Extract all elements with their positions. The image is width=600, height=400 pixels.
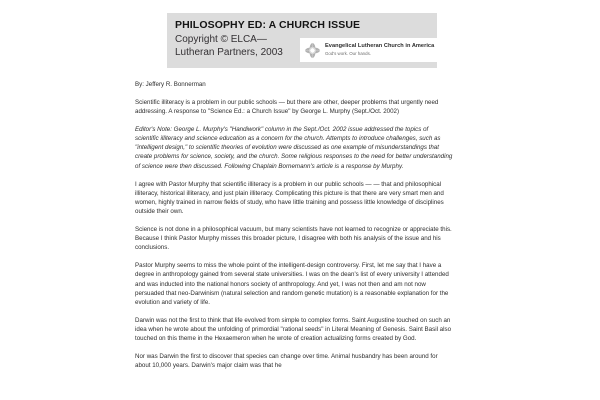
article-paragraph: Science is not done in a philosophical vacuum, but many scientists have not learned to recognize or appreciate this. Because I think Pastor Murphy misses this broader picture, I disagree with both his analysis of the issue and his conclusions. xyxy=(135,226,452,252)
article-byline: By: Jeffery R. Bonnerman xyxy=(135,81,206,88)
page-title: PHILOSOPHY ED: A CHURCH ISSUE xyxy=(175,19,361,31)
article-paragraph: I agree with Pastor Murphy that scientific illiteracy is a problem in our public schools — — that and philosophical illiteracy, historical illiteracy, and just plain illiteracy. Complicating this picture is that there are very smart men and women, highly trained in narrow fields of study, who have little training and possess little knowledge of disciplines outside their own. xyxy=(135,180,444,215)
article-paragraph: Pastor Murphy seems to miss the whole point of the intelligent-design controversy. First, let me say that I have a degree in anthropology gained from several state universities. I was on the dean's list of every university I attended and was inducted into the national honors society of anthropology. And yet, I was not then and am not now persuaded that neo-Darwinism (natural selection and random genetic mutation) is a reasonable explanation for the evolution and variety of life. xyxy=(135,262,449,306)
article-paragraph: Darwin was not the first to think that life evolved from simple to complex forms. Saint Augustine touched on such an idea when he wrote about the unfolding of primordial "rational seeds" in Literal Meaning of Genesis. Saint Basil also touched on this theme in the Hexaemeron when he wrote of creation actualizing forms created by God. xyxy=(135,316,452,342)
logo-text-block xyxy=(325,43,434,57)
article-body xyxy=(135,80,453,379)
elca-cross-globe-icon xyxy=(304,42,321,59)
logo-tagline: God's work. Our hands. xyxy=(325,50,371,56)
editors-note-paragraph: Editor's Note: George L. Murphy's "Handiwork" column in the Sept./Oct. 2002 issue addressed the topics of scientific illiteracy and science education as a concern for the church. Attempts to introduce challenges, such as "intelligent design," to scientific theories of evolution were discussed as one example of misunderstandings that create problems for science, society, and the church. Some religious responses to the need for better understanding of science were then discussed. Following Chaplain Bornemann's article is a response by Murphy. xyxy=(135,126,453,170)
article-paragraph: Nor was Darwin the first to discover that species can change over time. Animal husbandry has been around for about 10,000 years. Darwin's major claim was that he xyxy=(135,353,438,370)
logo-org-name: Evangelical Lutheran Church in America xyxy=(325,43,435,49)
elca-logo-lockup xyxy=(300,38,442,62)
copyright-line: Copyright © ELCA—Lutheran Partners, 2003 xyxy=(175,34,283,58)
article-paragraph: Scientific illiteracy is a problem in our public schools — but there are other, deeper problems that urgently need addressing. A response to "Science Ed.: a Church Issue" by George L. Murphy (Sept./Oct. 2002) xyxy=(135,99,439,116)
